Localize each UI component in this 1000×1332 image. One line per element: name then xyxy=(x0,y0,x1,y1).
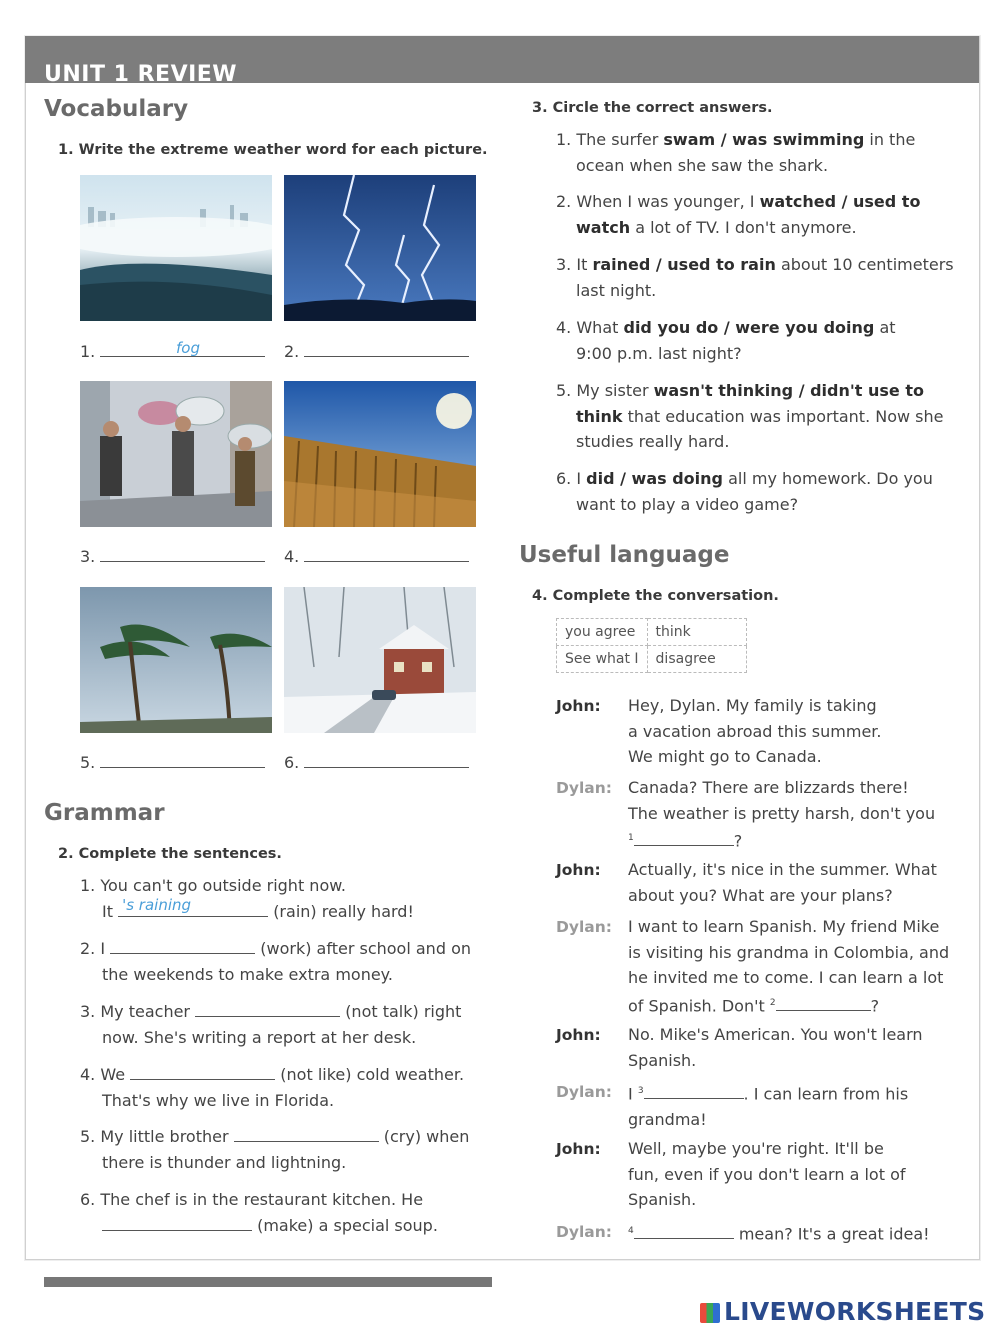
vocab-item-3-number: 3. xyxy=(80,547,96,566)
word-box-cell: See what I xyxy=(557,646,648,673)
conversation-text: grandma! xyxy=(628,1109,707,1129)
circle-item-4-options[interactable]: did you do / were you doing xyxy=(623,318,875,337)
speaker-dylan: Dylan: xyxy=(556,779,612,797)
circle-item-2-text: When I was younger, I xyxy=(576,192,760,211)
circle-instruction: 3. Circle the correct answers. xyxy=(532,100,773,116)
circle-item-1-text: The surfer xyxy=(576,130,664,149)
vocabulary-heading: Vocabulary xyxy=(44,96,189,122)
grammar-item-5-number: 5. xyxy=(80,1127,96,1146)
unit-title: UNIT 1 REVIEW xyxy=(44,62,238,87)
circle-item-6 xyxy=(556,466,933,517)
conversation-text: The weather is pretty harsh, don't you xyxy=(628,803,936,823)
conversation-line-8 xyxy=(628,1219,958,1247)
conversation-instruction: 4. Complete the conversation. xyxy=(532,588,779,604)
conversation-text: mean? It's a great idea! xyxy=(738,1224,930,1244)
grammar-item-6 xyxy=(80,1187,438,1238)
speaker-dylan: Dylan: xyxy=(556,1083,612,1101)
conversation-text: No. Mike's American. You won't learn xyxy=(628,1025,923,1044)
grammar-item-5 xyxy=(80,1124,469,1175)
conversation-line-1 xyxy=(628,693,958,770)
conversation-line-6 xyxy=(628,1079,958,1132)
conversation-line-2 xyxy=(628,775,958,854)
grammar-item-1-number: 1. xyxy=(80,876,96,895)
vocab-answer-1: fog xyxy=(176,339,200,357)
grammar-item-6-text: The chef is in the restaurant kitchen. He xyxy=(100,1190,424,1209)
grammar-answer-2-field[interactable] xyxy=(110,937,255,954)
grammar-item-4-hint: (not like) cold weather. xyxy=(280,1065,465,1084)
circle-item-2-options-cont[interactable]: watch xyxy=(576,217,631,237)
vocab-item-6 xyxy=(284,753,469,772)
circle-item-1-number: 1. xyxy=(556,130,572,149)
drought-cornfield-picture xyxy=(284,381,476,527)
vocab-item-1-number: 1. xyxy=(80,342,96,361)
vocab-answer-5-field[interactable] xyxy=(100,767,265,768)
grammar-heading: Grammar xyxy=(44,800,165,826)
vocab-answer-6-field[interactable] xyxy=(304,767,469,768)
grammar-item-3 xyxy=(80,999,461,1050)
vocab-item-1 xyxy=(80,342,265,361)
speaker-john: John: xyxy=(556,861,601,879)
speaker-john: John: xyxy=(556,1140,601,1158)
circle-item-6-line2: want to play a video game? xyxy=(576,494,799,514)
circle-item-5-line3: studies really hard. xyxy=(576,432,730,451)
fog-picture xyxy=(80,175,272,321)
conversation-text: a vacation abroad this summer. xyxy=(628,721,882,741)
grammar-item-4 xyxy=(80,1062,464,1113)
circle-item-4-line2: 9:00 p.m. last night? xyxy=(576,343,742,363)
hurricane-palms-picture xyxy=(80,587,272,733)
footer-bar xyxy=(44,1277,492,1287)
conversation-line-5 xyxy=(628,1022,958,1073)
grammar-item-1-text: You can't go outside right now. xyxy=(100,876,346,895)
conversation-text: Canada? There are blizzards there! xyxy=(628,778,909,797)
circle-item-3-number: 3. xyxy=(556,255,572,274)
circle-item-6-number: 6. xyxy=(556,469,572,488)
grammar-answer-1-field[interactable] xyxy=(118,896,268,917)
circle-item-2-options[interactable]: watched / used to xyxy=(759,192,921,211)
vocabulary-instruction: 1. Write the extreme weather word for each picture. xyxy=(58,142,488,158)
grammar-item-2-hint: (work) after school and on xyxy=(260,939,471,958)
vocab-item-4-number: 4. xyxy=(284,547,300,566)
conversation-text: of Spanish. Don't xyxy=(628,995,765,1015)
grammar-item-4-lead: We xyxy=(100,1065,126,1084)
word-box-cell: think xyxy=(647,619,746,646)
vocab-answer-3-field[interactable] xyxy=(100,561,265,562)
circle-item-3-text-end: about 10 centimeters xyxy=(775,255,954,274)
conversation-text: Hey, Dylan. My family is taking xyxy=(628,696,877,715)
grammar-item-2-number: 2. xyxy=(80,939,96,958)
vocab-item-2-number: 2. xyxy=(284,342,300,361)
circle-item-2-line2: a lot of TV. I don't anymore. xyxy=(630,217,857,237)
gap-number: 4 xyxy=(628,1226,634,1236)
speaker-dylan: Dylan: xyxy=(556,1223,612,1241)
conversation-text: ? xyxy=(733,831,743,851)
circle-item-3-options[interactable]: rained / used to rain xyxy=(592,255,776,274)
liveworksheets-icon xyxy=(700,1303,720,1323)
grammar-item-2 xyxy=(80,936,471,987)
speaker-john: John: xyxy=(556,1026,601,1044)
grammar-item-6-number: 6. xyxy=(80,1190,96,1209)
circle-item-5-line2: that education was important. Now she xyxy=(622,406,944,426)
circle-item-4-number: 4. xyxy=(556,318,572,337)
circle-item-2 xyxy=(556,189,920,240)
conversation-text: fun, even if you don't learn a lot of xyxy=(628,1164,906,1184)
circle-item-4-text-end: at xyxy=(874,318,896,337)
speaker-dylan: Dylan: xyxy=(556,918,612,936)
grammar-item-5-lead: My little brother xyxy=(100,1127,229,1146)
circle-item-5-text: My sister xyxy=(576,381,654,400)
conversation-text: about you? What are your plans? xyxy=(628,885,893,905)
gap-number: 1 xyxy=(628,833,634,843)
grammar-item-1-hint: (rain) really hard! xyxy=(273,901,414,921)
wind-umbrellas-picture xyxy=(80,381,272,527)
grammar-answer-3-field[interactable] xyxy=(195,1000,340,1017)
grammar-item-2-line2: the weekends to make extra money. xyxy=(102,964,393,984)
grammar-item-4-line2: That's why we live in Florida. xyxy=(102,1090,335,1110)
grammar-item-5-line2: there is thunder and lightning. xyxy=(102,1152,347,1172)
circle-item-4 xyxy=(556,315,896,366)
conversation-answer-1-field[interactable] xyxy=(634,829,734,846)
grammar-item-3-line2: now. She's writing a report at her desk. xyxy=(102,1027,417,1047)
circle-item-6-text-end: all my homework. Do you xyxy=(723,469,933,488)
conversation-line-3 xyxy=(628,857,958,908)
word-box-cell: disagree xyxy=(647,646,746,673)
circle-item-6-text: I xyxy=(576,469,587,488)
word-box-cell: you agree xyxy=(557,619,648,646)
grammar-item-3-hint: (not talk) right xyxy=(345,1002,462,1021)
circle-item-5-options-cont[interactable]: think xyxy=(576,406,623,426)
useful-language-heading: Useful language xyxy=(519,542,730,568)
brand-text: LIVEWORKSHEETS xyxy=(724,1297,986,1326)
grammar-item-6-hint: (make) a special soup. xyxy=(257,1215,438,1235)
grammar-answer-6-field[interactable] xyxy=(102,1214,252,1231)
grammar-item-3-lead: My teacher xyxy=(100,1002,190,1021)
conversation-text: Actually, it's nice in the summer. What xyxy=(628,860,937,879)
circle-item-5-options[interactable]: wasn't thinking / didn't use to xyxy=(653,381,924,400)
grammar-answer-5-field[interactable] xyxy=(234,1125,379,1142)
conversation-answer-2-field[interactable] xyxy=(776,994,871,1011)
circle-item-1-text-end: in the xyxy=(864,130,916,149)
conversation-text: I xyxy=(628,1084,633,1104)
circle-item-5-number: 5. xyxy=(556,381,572,400)
grammar-item-3-number: 3. xyxy=(80,1002,96,1021)
circle-item-3-line2: last night. xyxy=(576,280,657,300)
grammar-instruction: 2. Complete the sentences. xyxy=(58,846,282,862)
grammar-item-1 xyxy=(80,873,414,924)
vocab-item-5 xyxy=(80,753,265,772)
vocab-item-6-number: 6. xyxy=(284,753,300,772)
conversation-text: Spanish. xyxy=(628,1190,697,1209)
circle-item-6-options[interactable]: did / was doing xyxy=(586,469,723,488)
conversation-answer-4-field[interactable] xyxy=(634,1222,734,1239)
conversation-text: ? xyxy=(870,995,880,1015)
circle-item-1-line2: ocean when she saw the shark. xyxy=(576,155,829,175)
grammar-answer-4-field[interactable] xyxy=(130,1063,275,1080)
word-box xyxy=(556,618,747,673)
grammar-item-5-hint: (cry) when xyxy=(383,1127,470,1146)
conversation-text: Well, maybe you're right. It'll be xyxy=(628,1139,884,1158)
grammar-item-1-lead: It xyxy=(102,901,113,921)
conversation-text: We might go to Canada. xyxy=(628,747,822,766)
gap-number: 3 xyxy=(637,1086,644,1096)
vocab-answer-4-field[interactable] xyxy=(304,561,469,562)
circle-item-1 xyxy=(556,127,915,178)
speaker-john: John: xyxy=(556,697,601,715)
conversation-text: I want to learn Spanish. My friend Mike xyxy=(628,917,940,936)
circle-item-4-text: What xyxy=(576,318,624,337)
vocab-answer-2-field[interactable] xyxy=(304,356,469,357)
circle-item-5 xyxy=(556,378,943,455)
conversation-line-7 xyxy=(628,1136,958,1213)
liveworksheets-logo[interactable] xyxy=(700,1297,985,1326)
gap-number: 2 xyxy=(769,997,776,1008)
snowy-street-picture xyxy=(284,587,476,733)
conversation-text: . I can learn from his xyxy=(743,1084,909,1104)
vocab-item-4 xyxy=(284,547,469,566)
circle-item-3 xyxy=(556,252,954,303)
conversation-text: is visiting his grandma in Colombia, and xyxy=(628,942,950,962)
circle-item-2-number: 2. xyxy=(556,192,572,211)
vocab-item-2 xyxy=(284,342,469,361)
circle-item-1-options[interactable]: swam / was swimming xyxy=(663,130,865,149)
grammar-item-4-number: 4. xyxy=(80,1065,96,1084)
conversation-text: he invited me to come. I can learn a lot xyxy=(628,968,944,987)
conversation-text: Spanish. xyxy=(628,1050,697,1070)
conversation-line-4 xyxy=(628,914,958,1018)
lightning-picture xyxy=(284,175,476,321)
grammar-item-2-lead: I xyxy=(100,939,106,958)
vocab-item-5-number: 5. xyxy=(80,753,96,772)
grammar-answer-1: 's raining xyxy=(122,896,192,914)
vocab-item-3 xyxy=(80,547,265,566)
circle-item-3-text: It xyxy=(576,255,593,274)
conversation-answer-3-field[interactable] xyxy=(644,1082,744,1099)
